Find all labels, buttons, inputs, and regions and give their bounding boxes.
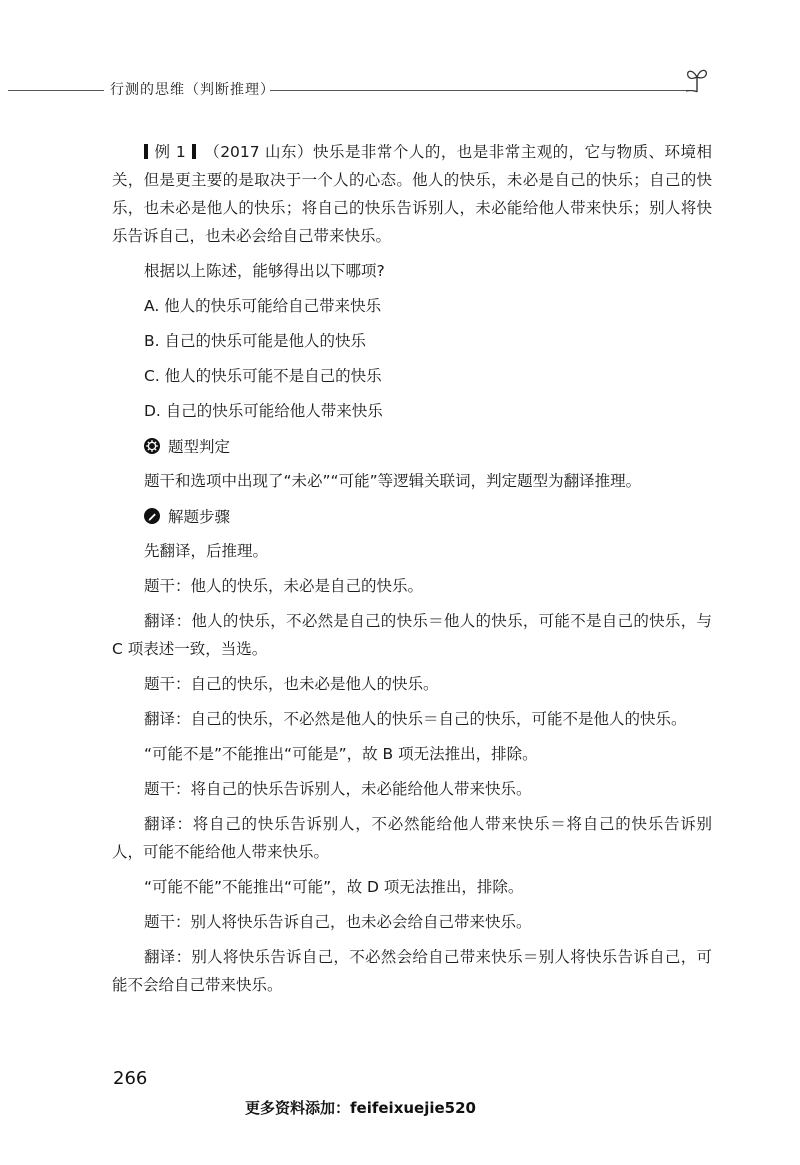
header-rule-right	[270, 90, 690, 91]
option-c: C. 他人的快乐可能不是自己的快乐	[144, 367, 382, 385]
step-line: 题干：他人的快乐，未必是自己的快乐。	[144, 577, 424, 595]
step-line: 题干：将自己的快乐告诉别人，未必能给他人带来快乐。	[144, 780, 532, 798]
example-question: 根据以上陈述，能够得出以下哪项?	[144, 262, 385, 280]
pen-icon	[144, 508, 160, 524]
section-steps-title: 解题步骤	[168, 508, 231, 526]
example-label: 例 1	[154, 143, 186, 161]
option-b: B. 自己的快乐可能是他人的快乐	[144, 332, 366, 350]
example-mark-left	[144, 144, 148, 159]
section-type-text: 题干和选项中出现了“未必”“可能”等逻辑关联词，判定题型为翻译推理。	[144, 472, 642, 490]
example-stem	[112, 138, 712, 250]
step-line: 题干：自己的快乐，也未必是他人的快乐。	[144, 675, 439, 693]
page-number: 266	[113, 1068, 148, 1089]
section-type-heading	[112, 432, 712, 460]
gear-icon	[144, 438, 160, 454]
page-header	[0, 0, 800, 110]
step-line: 先翻译，后推理。	[144, 542, 269, 560]
step-line: “可能不能”不能推出“可能”，故 D 项无法推出，排除。	[144, 878, 524, 896]
section-type-title: 题型判定	[168, 438, 231, 456]
example-mark-right	[192, 144, 196, 159]
step-line: 翻译：他人的快乐，不必然是自己的快乐＝他人的快乐，可能不是自己的快乐，与 C 项表述一致，当选。	[112, 612, 712, 658]
section-steps-heading	[112, 502, 712, 530]
footer-note	[245, 1097, 476, 1118]
footer-prefix: 更多资料添加：	[245, 1099, 351, 1117]
header-rule-left	[8, 90, 104, 91]
step-line: “可能不是”不能推出“可能是”，故 B 项无法推出，排除。	[144, 745, 538, 763]
example-source: （2017 山东）	[203, 143, 313, 161]
step-line: 翻译：自己的快乐，不必然是他人的快乐＝自己的快乐，可能不是他人的快乐。	[144, 710, 687, 728]
main-content	[112, 138, 712, 999]
step-line: 翻译：别人将快乐告诉自己，不必然会给自己带来快乐＝别人将快乐告诉自己，可能不会给自己带来快乐。	[112, 948, 712, 994]
footer-id: feifeixuejie520	[350, 1099, 476, 1117]
option-d: D. 自己的快乐可能给他人带来快乐	[144, 402, 383, 420]
sprout-icon	[684, 64, 710, 94]
step-line: 题干：别人将快乐告诉自己，也未必会给自己带来快乐。	[144, 913, 532, 931]
step-line: 翻译：将自己的快乐告诉别人，不必然能给他人带来快乐＝将自己的快乐告诉别人，可能不能给他人带来快乐。	[112, 815, 712, 861]
header-title: 行测的思维（判断推理）	[110, 82, 275, 98]
option-a: A. 他人的快乐可能给自己带来快乐	[144, 297, 382, 315]
example-stem-text: 快乐是非常个人的，也是非常主观的，它与物质、环境相关，但是更主要的是取决于一个人的心态。他人的快乐，未必是自己的快乐；自己的快乐，也未必是他人的快乐；将自己的快乐告诉别人，未必能给他人带来快乐；别人将快乐告诉自己，也未必会给自己带来快乐。	[112, 143, 712, 245]
